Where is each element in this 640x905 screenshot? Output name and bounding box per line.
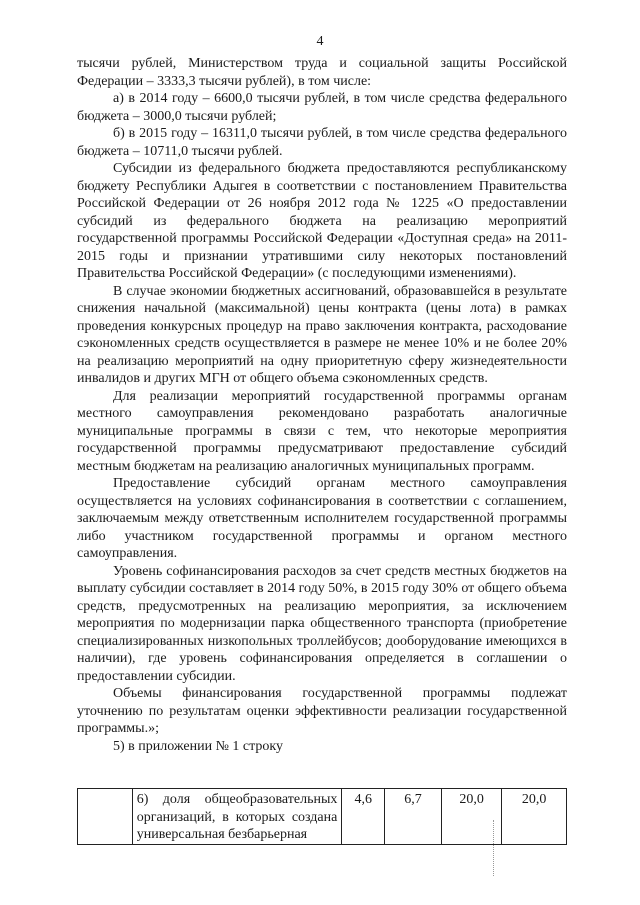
value-cell: 20,0 xyxy=(441,789,501,845)
paragraph-3: б) в 2015 году – 16311,0 тысячи рублей, в том числе средства федерального бюджета – 10711,0 тысячи рублей. xyxy=(77,126,567,159)
value-cell: 4,6 xyxy=(342,789,385,845)
paragraph-8: Уровень софинансирования расходов за счет средств местных бюджетов на выплату субсидии составляет в 2014 году 50%, в 2015 году 30% от общего объема средств, предусмотренных на реализацию мероприятия, за исключением мероприятия по модернизации парка общественного транспорта (приобретение специализированных низкопольных троллейбусов; дооборудование имеющихся в наличии), где уровень софинансирования определяется в соглашении о предоставлении субсидии. xyxy=(77,563,567,684)
lead-line: 5) в приложении № 1 строку xyxy=(113,738,284,754)
row-number-cell xyxy=(78,789,133,845)
paragraph-1: тысячи рублей, Министерством труда и социальной защиты Российской Федерации – 3333,3 тысячи рублей), в том числе: xyxy=(77,56,567,89)
scan-artifact xyxy=(493,820,500,876)
paragraph-5: В случае экономии бюджетных ассигнований, образовавшейся в результате снижения начальной (максимальной) цены контракта (цены лота) в рамках проведения конкурсных процедур на право заключения контракта, расходование сэкономленных средств осуществляется в размере не менее 10% и не более 20% на реализацию мероприятий на одну приоритетную сферу жизнедеятельности инвалидов и других МГН от общего объема сэкономленных средств. xyxy=(77,283,567,386)
value-cell: 6,7 xyxy=(385,789,442,845)
paragraph-4: Субсидии из федерального бюджета предоставляются республиканскому бюджету Республики Адыгея в соответствии с постановлением Правительства Российской Федерации от 26 ноября 2012 года № 1225 «О предоставлении субсидий из федерального бюджета на реализацию мероприятий государственной программы Российской Федерации «Доступная среда» на 2011-2015 годы и признании утратившими силу некоторых постановлений Правительства Российской Федерации» (с последующими изменениями). xyxy=(77,161,567,281)
indicator-description: 6) доля общеобразовательных организаций, в которых создана универсальная безбарьерная xyxy=(132,789,342,845)
paragraph-6: Для реализации мероприятий государственной программы органам местного самоуправления рекомендовано разработать аналогичные муниципальные программы в связи с тем, что некоторые мероприятия государственной программы предусматривают предоставление субсидий местным бюджетам на реализацию аналогичных муниципальных программ. xyxy=(77,388,567,474)
document-body xyxy=(77,55,567,755)
page-number: 4 xyxy=(316,34,324,49)
value-cell: 20,0 xyxy=(502,789,567,845)
paragraph-7: Предоставление субсидий органам местного самоуправления осуществляется на условиях софинансирования в соответствии с соглашением, заключаемым между ответственным исполнителем государственной программы либо участником государственной программы и органом местного самоуправления. xyxy=(77,476,567,561)
paragraph-2: а) в 2014 году – 6600,0 тысячи рублей, в том числе средства федерального бюджета – 3000,0 тысячи рублей; xyxy=(77,91,567,124)
paragraph-9: Объемы финансирования государственной программы подлежат уточнению по результатам оценки эффективности реализации государственной программы.»; xyxy=(77,686,567,736)
